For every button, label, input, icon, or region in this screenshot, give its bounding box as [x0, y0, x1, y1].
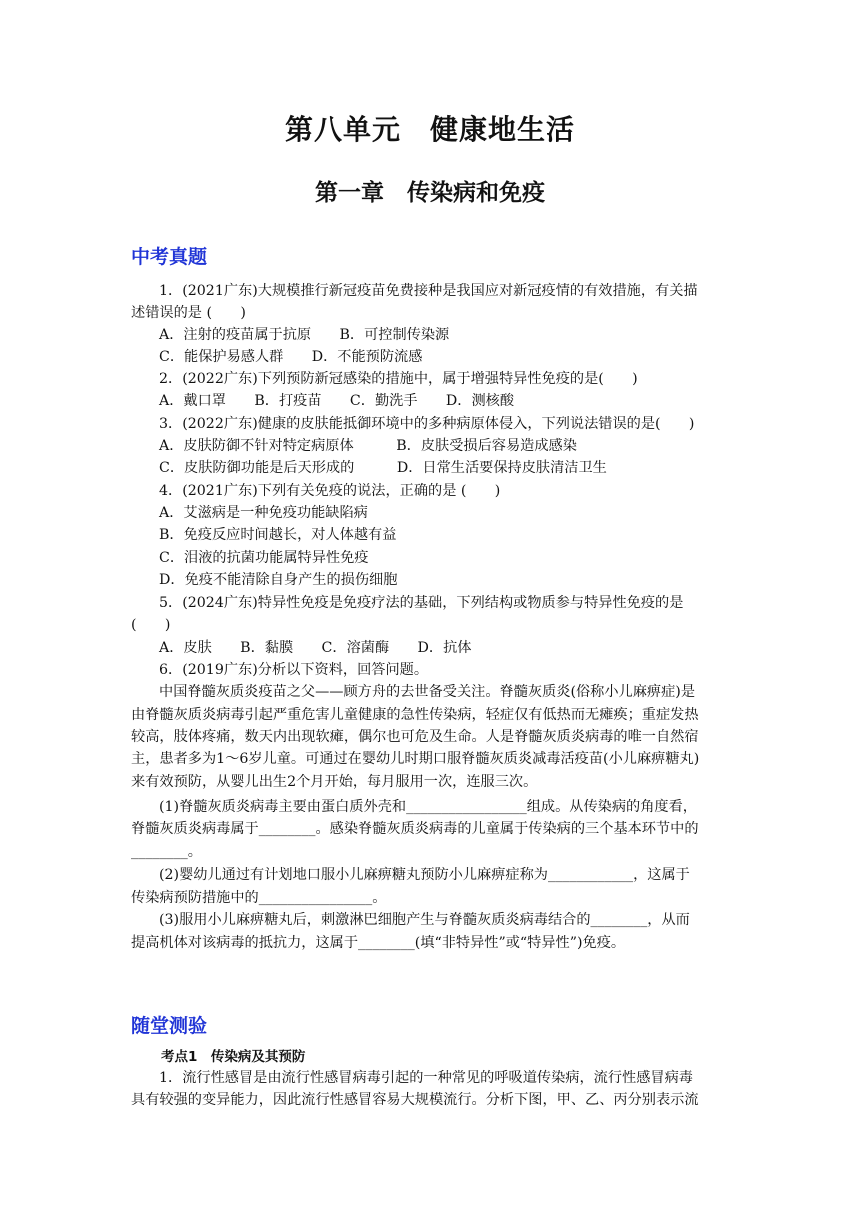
- section-heading-suitang: 随堂测验: [131, 1015, 208, 1037]
- text-line: A．注射的疫苗属于抗原 B．可控制传染源: [159, 327, 450, 343]
- text-line: (1)脊髓灰质炎病毒主要由蛋白质外壳和_________________组成。从传染病的角度看，: [159, 799, 697, 815]
- text-line: 较高，肢体疼痛，数天内出现软瘫，偶尔也可危及生命。人是脊髓灰质炎病毒的唯一自然宿: [131, 729, 699, 745]
- text-line: (2)婴幼儿通过有计划地口服小儿麻痹糖丸预防小儿麻痹症称为____________，这属于: [159, 867, 690, 883]
- text-line: 中国脊髓灰质炎疫苗之父——顾方舟的去世备受关注。脊髓灰质炎(俗称小儿麻痹症)是: [159, 684, 696, 700]
- text-line: 由脊髓灰质炎病毒引起严重危害儿童健康的急性传染病，轻症仅有低热而无瘫痪；重症发热: [131, 707, 699, 723]
- kaodian-heading: 考点1 传染病及其预防: [161, 1049, 306, 1065]
- text-line: 具有较强的变异能力，因此流行性感冒容易大规模流行。分析下图，甲、乙、丙分别表示流: [131, 1092, 699, 1108]
- text-line: (3)服用小儿麻痹糖丸后，刺激淋巴细胞产生与脊髓灰质炎病毒结合的________，从而: [159, 912, 690, 928]
- text-line: ( ): [131, 617, 171, 633]
- text-line: 5．(2024广东)特异性免疫是免疫疗法的基础，下列结构或物质参与特异性免疫的是: [159, 595, 684, 611]
- text-line: A．戴口罩 B．打疫苗 C．勤洗手 D．测核酸: [159, 393, 515, 409]
- text-line: 提高机体对该病毒的抵抗力，这属于________(填“非特异性”或“特异性”)免疫。: [131, 935, 626, 951]
- text-line: 6．(2019广东)分析以下资料，回答问题。: [159, 662, 429, 678]
- text-line: 述错误的是 ( ): [131, 305, 246, 321]
- text-line: 脊髓灰质炎病毒属于________。感染脊髓灰质炎病毒的儿童属于传染病的三个基本环节中的: [131, 821, 699, 837]
- text-line: 4．(2021广东)下列有关免疫的说法，正确的是 ( ): [159, 483, 501, 499]
- section-heading-zhongkao: 中考真题: [131, 246, 208, 268]
- unit-title: 第八单元 健康地生活: [284, 113, 575, 146]
- text-line: C．皮肤防御功能是后天形成的 D．日常生活要保持皮肤清洁卫生: [159, 460, 607, 476]
- text-line: 来有效预防，从婴儿出生2个月开始，每月服用一次，连服三次。: [131, 774, 538, 790]
- text-line: D．免疫不能清除自身产生的损伤细胞: [159, 572, 398, 588]
- text-line: A．艾滋病是一种免疫功能缺陷病: [159, 505, 368, 521]
- text-line: 1．(2021广东)大规模推行新冠疫苗免费接种是我国应对新冠疫情的有效措施，有关描: [159, 283, 698, 299]
- chapter-title: 第一章 传染病和免疫: [315, 180, 545, 206]
- text-line: A．皮肤 B．黏膜 C．溶菌酶 D．抗体: [159, 640, 472, 656]
- text-line: 3．(2022广东)健康的皮肤能抵御环境中的多种病原体侵入，下列说法错误的是( ): [159, 416, 695, 432]
- text-line: 1．流行性感冒是由流行性感冒病毒引起的一种常见的呼吸道传染病，流行性感冒病毒: [159, 1070, 693, 1086]
- text-line: C．泪液的抗菌功能属特异性免疫: [159, 550, 369, 566]
- text-line: ________。: [131, 844, 202, 860]
- text-line: A．皮肤防御不针对特定病原体 B．皮肤受损后容易造成感染: [159, 438, 577, 454]
- text-line: B．免疫反应时间越长，对人体越有益: [159, 527, 397, 543]
- text-line: C．能保护易感人群 D．不能预防流感: [159, 349, 423, 365]
- text-line: 2．(2022广东)下列预防新冠感染的措施中，属于增强特异性免疫的是( ): [159, 371, 638, 387]
- text-line: 主，患者多为1～6岁儿童。可通过在婴幼儿时期口服脊髓灰质炎减毒活疫苗(小儿麻痹糖丸): [131, 751, 700, 767]
- text-line: 传染病预防措施中的________________。: [131, 890, 387, 906]
